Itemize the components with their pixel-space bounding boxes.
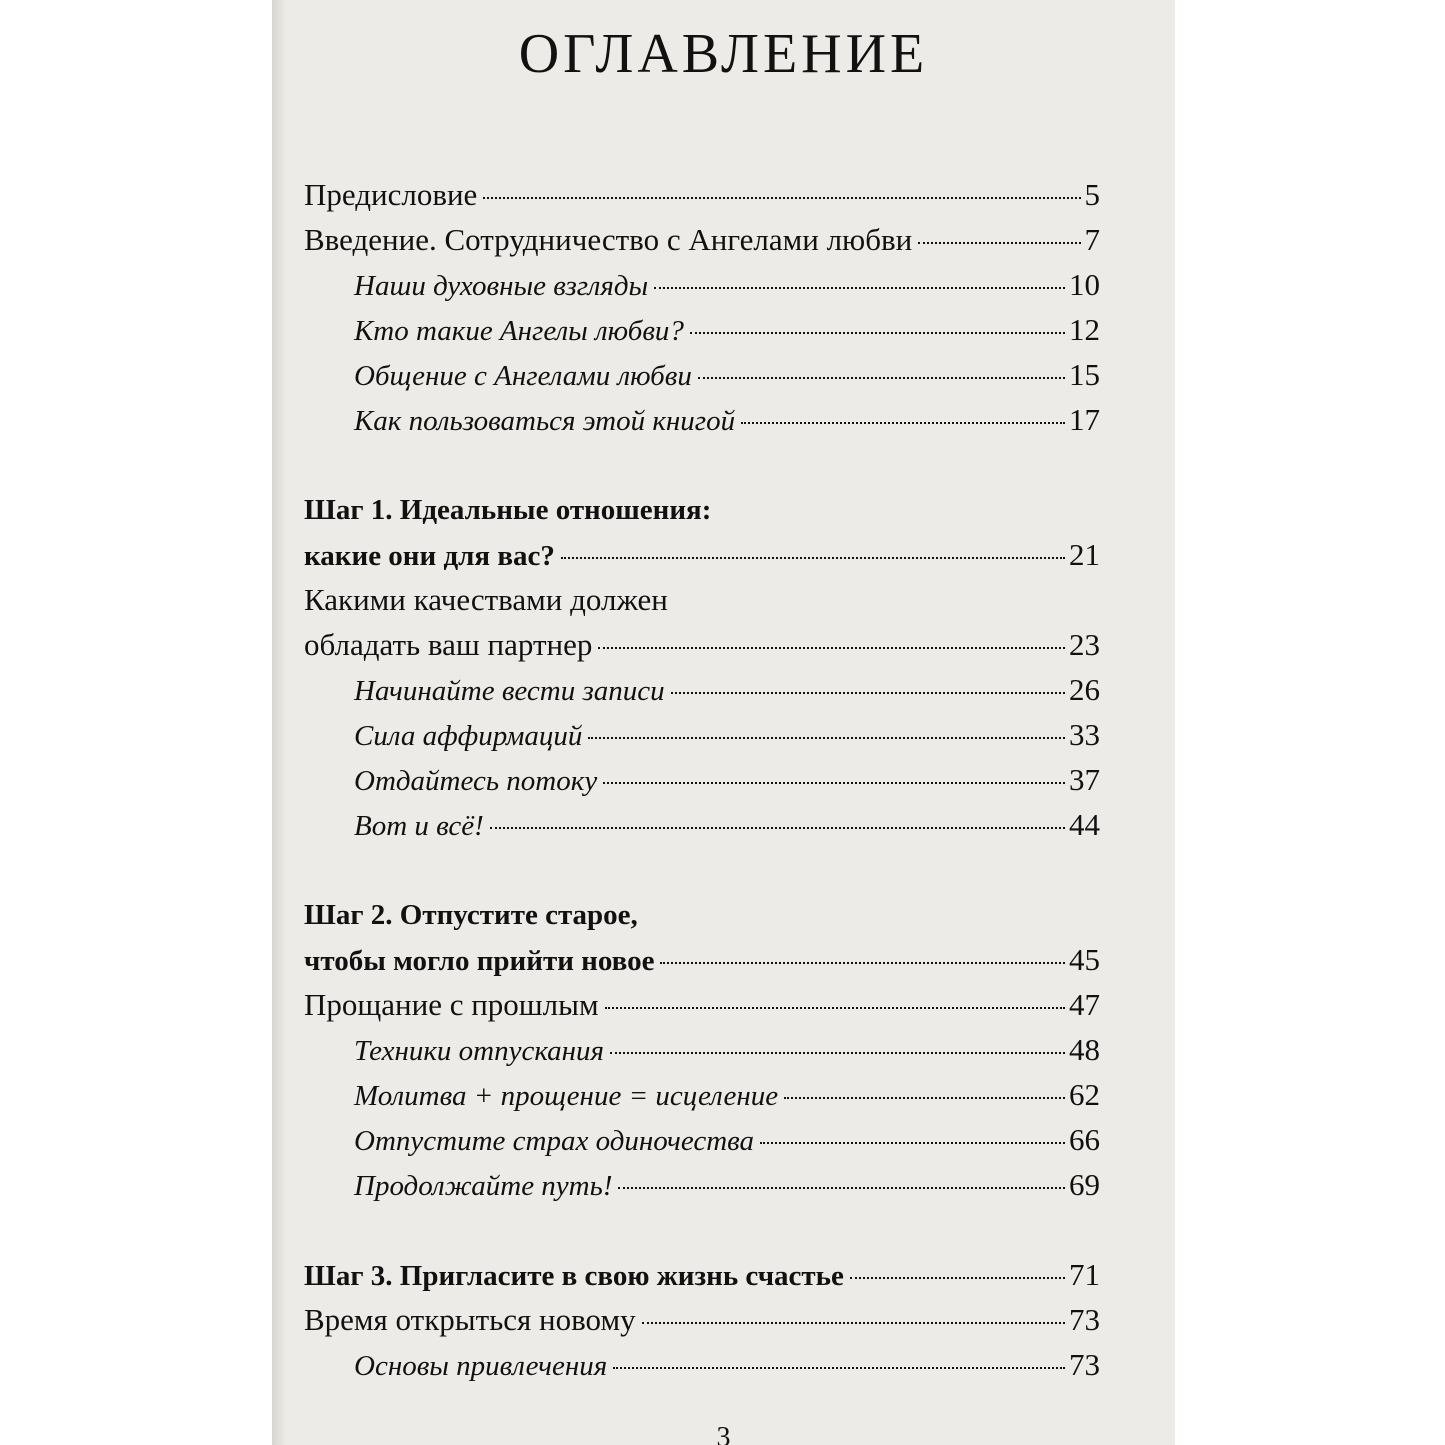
toc-entry-title: Шаг 3. Пригласите в свою жизнь счастье bbox=[304, 1260, 844, 1292]
toc-entry-page: 15 bbox=[1069, 357, 1100, 392]
toc-entry-title: Отдайтесь потоку bbox=[354, 765, 598, 797]
dot-leader bbox=[605, 1007, 1065, 1009]
toc-entry bbox=[354, 806, 1100, 845]
toc-entry bbox=[354, 1346, 1100, 1385]
toc-entry-title: Продолжайте путь! bbox=[354, 1170, 613, 1202]
page-title: ОГЛАВЛЕНИЕ bbox=[518, 23, 929, 85]
page-gutter-shadow bbox=[272, 0, 286, 1445]
page-number: 3 bbox=[716, 1422, 731, 1445]
toc-entry-title: Как пользоваться этой книгой bbox=[354, 405, 736, 437]
toc-entry-page: 47 bbox=[1069, 987, 1100, 1022]
dot-leader bbox=[784, 1097, 1065, 1099]
dot-leader bbox=[918, 242, 1080, 244]
dot-leader bbox=[561, 557, 1065, 559]
toc-entry bbox=[354, 1121, 1100, 1160]
dot-leader bbox=[660, 962, 1065, 964]
toc-entry-page: 10 bbox=[1069, 267, 1100, 302]
toc-entry-page: 26 bbox=[1069, 672, 1100, 707]
toc-entry-title: Начинайте вести записи bbox=[354, 675, 665, 707]
toc-entry-page: 7 bbox=[1084, 222, 1100, 257]
dot-leader bbox=[690, 332, 1065, 334]
toc-entry-page: 23 bbox=[1069, 627, 1100, 662]
toc-entry-title: Отпустите страх одиночества bbox=[354, 1125, 755, 1157]
toc-entry bbox=[354, 1166, 1100, 1205]
dot-leader bbox=[610, 1052, 1065, 1054]
toc-entry-title: Кто такие Ангелы любви? bbox=[354, 315, 684, 347]
toc-entry-title: Общение с Ангелами любви bbox=[354, 360, 692, 392]
toc-entry-page: 66 bbox=[1069, 1122, 1100, 1157]
toc-entry bbox=[304, 1256, 1100, 1295]
toc-entry-title: Вот и всё! bbox=[354, 810, 484, 842]
toc-entry bbox=[354, 671, 1100, 710]
toc-entry bbox=[304, 986, 1100, 1024]
dot-leader bbox=[490, 827, 1065, 829]
toc-entry bbox=[304, 941, 1100, 980]
toc-entry-page: 62 bbox=[1069, 1077, 1100, 1112]
dot-leader bbox=[598, 647, 1065, 649]
toc-entry-title: Техники отпускания bbox=[354, 1035, 605, 1067]
dot-leader bbox=[741, 422, 1065, 424]
toc-entry-title: Какими качествами должен bbox=[304, 582, 668, 617]
toc-entry bbox=[354, 1076, 1100, 1115]
toc-entry-title: Шаг 2. Отпустите старое, bbox=[304, 899, 638, 931]
toc-entry-page: 37 bbox=[1069, 762, 1100, 797]
toc-entry-page: 71 bbox=[1069, 1257, 1100, 1292]
toc-entry bbox=[354, 356, 1100, 395]
dot-leader bbox=[850, 1277, 1065, 1279]
toc-entry-page: 17 bbox=[1069, 402, 1100, 437]
toc-entry bbox=[304, 491, 1100, 529]
toc-entry-title: Введение. Сотрудничество с Ангелами любви bbox=[304, 222, 913, 257]
toc-entry-page: 44 bbox=[1069, 807, 1100, 842]
toc-entry-page: 69 bbox=[1069, 1167, 1100, 1202]
toc-entry bbox=[354, 1031, 1100, 1070]
toc-entry bbox=[304, 221, 1100, 259]
dot-leader bbox=[671, 692, 1065, 694]
toc-entry-title: Время открыться новому bbox=[304, 1302, 636, 1337]
book-page bbox=[272, 0, 1175, 1445]
toc-entry bbox=[354, 311, 1100, 350]
toc-entry bbox=[304, 176, 1100, 214]
toc-entry-title: Сила аффирмаций bbox=[354, 720, 583, 752]
toc-entry-page: 21 bbox=[1069, 537, 1100, 572]
toc-entry-title: Предисловие bbox=[304, 177, 478, 212]
toc-entry-title: какие они для вас? bbox=[304, 540, 555, 572]
toc-entry-page: 48 bbox=[1069, 1032, 1100, 1067]
dot-leader bbox=[603, 782, 1065, 784]
toc-entry-title: Основы привлечения bbox=[354, 1350, 608, 1382]
toc-entry bbox=[304, 1301, 1100, 1339]
toc-entry-page: 5 bbox=[1084, 177, 1100, 212]
toc-entry-page: 45 bbox=[1069, 942, 1100, 977]
dot-leader bbox=[483, 197, 1080, 199]
toc-entry-title: Молитва + прощение = исцеление bbox=[354, 1080, 779, 1112]
dot-leader bbox=[642, 1322, 1065, 1324]
toc-entry bbox=[304, 536, 1100, 575]
toc-entry-title: Шаг 1. Идеальные отношения: bbox=[304, 494, 712, 526]
toc-entry-title: Прощание с прошлым bbox=[304, 987, 599, 1022]
dot-leader bbox=[654, 287, 1065, 289]
toc-entry bbox=[304, 896, 1100, 934]
toc-entry bbox=[304, 581, 1100, 619]
toc-entry bbox=[354, 401, 1100, 440]
dot-leader bbox=[760, 1142, 1065, 1144]
toc-entry bbox=[354, 266, 1100, 305]
dot-leader bbox=[698, 377, 1065, 379]
toc-entry bbox=[304, 626, 1100, 664]
dot-leader bbox=[618, 1187, 1065, 1189]
toc-entry-page: 73 bbox=[1069, 1302, 1100, 1337]
dot-leader bbox=[588, 737, 1065, 739]
dot-leader bbox=[613, 1367, 1065, 1369]
toc-entry-title: Наши духовные взгляды bbox=[354, 270, 649, 302]
toc-entry-page: 73 bbox=[1069, 1347, 1100, 1382]
toc-entry-page: 12 bbox=[1069, 312, 1100, 347]
toc-entry bbox=[354, 716, 1100, 755]
toc-entry-title: чтобы могло прийти новое bbox=[304, 945, 655, 977]
toc-entry-page: 33 bbox=[1069, 717, 1100, 752]
toc-entry bbox=[354, 761, 1100, 800]
toc-entry-title: обладать ваш партнер bbox=[304, 627, 593, 662]
